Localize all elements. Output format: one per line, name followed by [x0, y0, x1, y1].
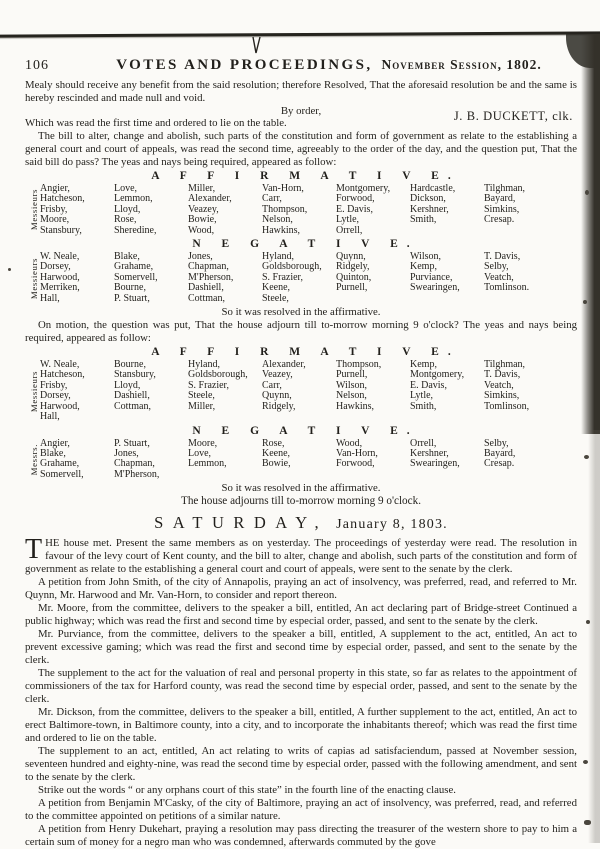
drop-cap: T — [25, 534, 43, 566]
vote-column — [336, 360, 410, 422]
vote-column — [40, 184, 114, 236]
messieurs-label — [27, 252, 40, 304]
delegate-name: Dorsey, — [40, 390, 71, 402]
vote-column — [114, 252, 188, 304]
delegate-name: Hardcastle, — [410, 183, 456, 194]
vote-column — [114, 184, 188, 236]
proceeding-paragraph: Mr. Moore, from the committee, delivers to the speaker a bill, entitled, An act declaring part of Bridge-street Continued a public highway; which was read the first and second time by especial order, passed, and sent to the senate by the clerk. — [25, 602, 577, 628]
messieurs-text: Messieurs — [28, 189, 39, 231]
delegate-name: Alexander, — [262, 359, 306, 371]
messieurs-text: Messrs. — [28, 443, 39, 475]
resolved-line-2: So it was resolved in the affirmative. — [221, 482, 381, 495]
delegate-name: Lytle, — [410, 390, 434, 402]
delegate-name: Miller, — [188, 183, 216, 194]
delegate-name: Keene, — [262, 282, 291, 294]
ink-speck — [583, 300, 587, 304]
proceeding-paragraph: A petition from Henry Dukehart, praying a resolution may pass directing the treasurer of the western shore to pay to him a certain sum of money for a negro man who was condemned, afterwards commuted by the gove — [25, 823, 577, 849]
delegate-name: Simkins, — [484, 203, 520, 215]
clerk-signature: J. B. DUCKETT, clk. — [453, 109, 573, 123]
delegate-name: Carr, — [262, 193, 282, 205]
delegate-name: Blake, — [114, 251, 140, 263]
vote-column — [484, 184, 558, 236]
delegate-name: Purnell, — [336, 282, 368, 294]
vote-column — [336, 439, 410, 481]
delegate-name: Miller, — [188, 400, 216, 412]
delegate-name: Lloyd, — [114, 203, 141, 215]
vote-heading-affirmative-2: A F F I R M A T I V E. — [151, 346, 460, 359]
vote-column — [410, 252, 484, 304]
delegate-name: Veazey, — [262, 369, 293, 381]
vote-heading-negative-2: N E G A T I V E. — [192, 424, 419, 437]
delegate-name: Frisby, — [40, 203, 68, 215]
vote-table-negative-2 — [27, 439, 577, 481]
messieurs-label — [27, 184, 40, 236]
delegate-name: Tilghman, — [484, 183, 526, 194]
vote-column — [262, 184, 336, 236]
delegate-name: Purnell, — [336, 369, 368, 381]
vote-column — [410, 439, 484, 481]
delegate-name: Forwood, — [336, 458, 375, 470]
delegate-name: Forwood, — [336, 193, 375, 205]
delegate-name: Cottman, — [114, 400, 151, 412]
messieurs-text: Messieurs — [28, 370, 39, 412]
first-reading-line: Which was read the first time and ordered to lie on the table. — [25, 117, 287, 129]
vote-column — [262, 439, 336, 481]
delegate-name: Orrell, — [410, 437, 437, 449]
page-content — [25, 56, 577, 849]
delegate-name: Somervell, — [40, 468, 84, 480]
delegate-name: Stansbury, — [40, 224, 82, 236]
delegate-name: Harwood, — [40, 400, 80, 412]
saturday-day: SATURDAY, — [154, 513, 329, 533]
delegate-name: Frisby, — [40, 379, 68, 391]
delegate-name: Blake, — [40, 447, 66, 459]
delegate-name: Sheredine, — [114, 224, 157, 236]
bill-question-paragraph: The bill to alter, change and abolish, such parts of the constitution and form of government as relate to the establishing a general court and court of appeals, was read the second time, agreeably to the order of the day, and the question put, That the said bill do pass? The yeas and nays being required, appeared as follow: — [25, 130, 577, 168]
delegate-name: Hawkins, — [336, 400, 375, 412]
vote-column — [410, 360, 484, 422]
vote-column — [40, 252, 114, 304]
proceeding-paragraph: Strike out the words “ or any orphans court of this state” in the fourth line of the enacting clause. — [38, 784, 456, 797]
delegate-name: M'Pherson, — [114, 468, 160, 480]
messieurs-label — [27, 439, 40, 481]
delegate-name: Quinton, — [336, 271, 372, 283]
ink-speck — [583, 760, 588, 764]
ink-speck — [585, 190, 589, 195]
pen-mark-v — [251, 36, 263, 56]
vote-columns — [40, 252, 577, 304]
delegate-name: Kershner, — [410, 447, 449, 459]
delegate-name: Thompson, — [336, 359, 382, 371]
vote-column — [40, 360, 114, 422]
delegate-name: Keene, — [262, 447, 291, 459]
delegate-name: Bayard, — [484, 193, 516, 205]
delegate-name: T. Davis, — [484, 369, 521, 381]
proceeding-paragraph: The supplement to an act, entitled, An act relating to writs of capias ad satisfaciendum, passed at November session, seventeen hundred and eighty-nine, was read the second time by especial order, passed with the following amendment, and sent to the senate by the clerk. — [25, 745, 577, 784]
delegate-name: Veatch, — [484, 379, 514, 391]
delegate-name: E. Davis, — [336, 203, 373, 215]
delegate-name: Bayard, — [484, 447, 516, 459]
delegate-name: Hatcheson, — [40, 369, 85, 381]
delegate-name: Bourne, — [114, 282, 146, 294]
delegate-name: P. Stuart, — [114, 437, 150, 449]
page-header — [25, 56, 577, 74]
ink-speck — [586, 620, 590, 624]
delegate-name: Kershner, — [410, 203, 449, 215]
delegate-name: Nelson, — [336, 390, 367, 402]
session-label: November Session, 1802. — [381, 57, 542, 72]
scan-right-edge — [581, 34, 600, 434]
delegate-name: Lytle, — [336, 214, 360, 226]
delegate-name: P. Stuart, — [114, 292, 150, 304]
delegate-name: Smith, — [410, 400, 437, 412]
delegate-name: S. Frazier, — [188, 379, 229, 391]
vote-column — [188, 439, 262, 481]
delegate-name: Tomlinson. — [484, 282, 530, 294]
vote-columns — [40, 439, 577, 481]
delegate-name: Goldsborough, — [188, 369, 248, 381]
ink-speck — [8, 268, 11, 271]
delegate-name: Selby, — [484, 261, 509, 273]
delegate-name: Hyland, — [188, 359, 220, 371]
proceeding-paragraph: A petition from John Smith, of the city of Annapolis, praying an act of insolvency, was preferred, read, and referred to Mr. Quynn, Mr. Harwood and Mr. Van-Horn, to consider and report thereon. — [25, 576, 577, 602]
delegate-name: Thompson, — [262, 203, 308, 215]
delegate-name: Ridgely, — [336, 261, 370, 273]
saturday-intro-paragraph — [25, 534, 577, 576]
vote-columns — [40, 184, 577, 236]
delegate-name: Hall, — [40, 292, 60, 304]
delegate-name: Jones, — [114, 447, 139, 459]
vote-column — [410, 184, 484, 236]
delegate-name: Tomlinson, — [484, 400, 530, 412]
delegate-name: Rose, — [262, 437, 285, 449]
delegate-name: Nelson, — [262, 214, 293, 226]
delegate-name: Carr, — [262, 379, 282, 391]
delegate-name: M'Pherson, — [188, 271, 234, 283]
delegate-name: Montgomery, — [336, 183, 391, 194]
delegate-name: Bowie, — [262, 458, 291, 470]
delegate-name: Lemmon, — [188, 458, 227, 470]
vote-heading-negative-1: N E G A T I V E. — [192, 238, 419, 251]
vote-column — [484, 360, 558, 422]
delegate-name: Van-Horn, — [262, 183, 304, 194]
delegate-name: Wilson, — [410, 251, 441, 263]
proceeding-paragraph: Mr. Purviance, from the committee, delivers to the speaker a bill, entitled, A supplement to the act, entitled, An act to prevent excessive gaming; which was read the first and second time by especial order, passed, and sent to the senate by the clerk. — [25, 628, 577, 667]
delegate-name: Chapman, — [188, 261, 229, 273]
delegate-name: Harwood, — [40, 271, 80, 283]
delegate-name: E. Davis, — [410, 379, 447, 391]
delegate-name: Grahame, — [114, 261, 154, 273]
vote-column — [484, 439, 558, 481]
ink-speck — [584, 820, 591, 825]
delegate-name: Kemp, — [410, 261, 437, 273]
delegate-name: Tilghman, — [484, 359, 526, 371]
delegate-name: Swearingen, — [410, 458, 460, 470]
messieurs-label — [27, 360, 40, 422]
vote-column — [114, 360, 188, 422]
delegate-name: Simkins, — [484, 390, 520, 402]
delegate-name: Merriken, — [40, 282, 80, 294]
delegate-name: Goldsborough, — [262, 261, 322, 273]
page-number: 106 — [25, 58, 49, 73]
delegate-name: Angier, — [40, 183, 70, 194]
saturday-date: January 8, 1803. — [336, 517, 448, 533]
delegate-name: Dorsey, — [40, 261, 71, 273]
vote-table-negative-1 — [27, 252, 577, 304]
delegate-name: W. Neale, — [40, 359, 80, 371]
delegate-name: Cresap. — [484, 458, 515, 470]
delegate-name: Moore, — [188, 437, 218, 449]
delegate-name: Hatcheson, — [40, 193, 85, 205]
delegate-name: Lloyd, — [114, 379, 141, 391]
delegate-name: Veazey, — [188, 203, 219, 215]
delegate-name: Dickson, — [410, 193, 446, 205]
delegate-name: Montgomery, — [410, 369, 465, 381]
ink-speck — [584, 455, 589, 459]
delegate-name: Moore, — [40, 214, 70, 226]
adjourn-motion-paragraph: On motion, the question was put, That the house adjourn till to-morrow morning 9 o'clock? The yeas and nays being required, appeared as follow: — [25, 319, 577, 345]
messieurs-text: Messieurs — [28, 257, 39, 299]
saturday-heading — [25, 513, 577, 533]
proceeding-paragraph: Mr. Dickson, from the committee, delivers to the speaker a bill, entitled, A further supplement to the act, entitled, An act to erect Baltimore-town, in Baltimore county, into a city, and to incorporate the inhabitants thereof; which was read the first time and ordered to lie on the table. — [25, 706, 577, 745]
delegate-name: Wood, — [336, 437, 363, 449]
delegate-name: Ridgely, — [262, 400, 296, 412]
vote-column — [336, 252, 410, 304]
delegate-name: S. Frazier, — [262, 271, 303, 283]
delegate-name: Alexander, — [188, 193, 232, 205]
delegate-name: Wood, — [188, 224, 215, 236]
scan-top-edge — [0, 31, 600, 37]
delegate-name: T. Davis, — [484, 251, 521, 263]
delegate-name: Quynn, — [262, 390, 292, 402]
vote-column — [262, 360, 336, 422]
delegate-name: Dashiell, — [188, 282, 224, 294]
vote-table-affirmative-1 — [27, 184, 577, 236]
vote-column — [484, 252, 558, 304]
delegate-name: Orrell, — [336, 224, 363, 236]
vote-columns — [40, 360, 577, 422]
delegate-name: Bowie, — [188, 214, 217, 226]
by-order-line: By order, — [280, 105, 322, 117]
delegate-name: Steele, — [188, 390, 215, 402]
vote-column — [336, 184, 410, 236]
delegate-name: Grahame, — [40, 458, 80, 470]
vote-column — [262, 252, 336, 304]
delegate-name: W. Neale, — [40, 251, 80, 263]
delegate-name: Cresap. — [484, 214, 515, 226]
delegate-name: Steele, — [262, 292, 289, 304]
delegate-name: Veatch, — [484, 271, 514, 283]
delegate-name: Somervell, — [114, 271, 158, 283]
running-title — [81, 56, 577, 74]
delegate-name: Chapman, — [114, 458, 155, 470]
vote-column — [188, 184, 262, 236]
delegate-name: Van-Horn, — [336, 447, 378, 459]
resolved-line-1: So it was resolved in the affirmative. — [221, 306, 381, 319]
delegate-name: Dashiell, — [114, 390, 150, 402]
delegate-name: Hall, — [40, 411, 60, 423]
delegate-name: Swearingen, — [410, 282, 460, 294]
delegate-name: Lemmon, — [114, 193, 153, 205]
vote-column — [188, 360, 262, 422]
delegate-name: Smith, — [410, 214, 437, 226]
delegate-name: Quynn, — [336, 251, 366, 263]
scan-right-edge-lower — [588, 430, 600, 843]
vote-column — [114, 439, 188, 481]
delegate-name: Purviance, — [410, 271, 453, 283]
vote-column — [40, 439, 114, 481]
proceeding-paragraph: A petition from Benjamin M'Casky, of the city of Baltimore, praying an act of insolvency, was preferred, read, and referred to the committee appointed on petitions of a similar nature. — [25, 797, 577, 823]
delegate-name: Kemp, — [410, 359, 437, 371]
delegate-name: Wilson, — [336, 379, 367, 391]
delegate-name: Hawkins, — [262, 224, 301, 236]
delegate-name: Selby, — [484, 437, 509, 449]
delegate-name: Hyland, — [262, 251, 294, 263]
delegate-name: Angier, — [40, 437, 70, 449]
delegate-name: Love, — [114, 183, 138, 194]
vote-table-affirmative-2 — [27, 360, 577, 422]
journal-title: VOTES AND PROCEEDINGS, — [116, 57, 373, 73]
saturday-proceedings — [25, 576, 577, 849]
vote-heading-affirmative-1: A F F I R M A T I V E. — [151, 170, 460, 182]
delegate-name: Cottman, — [188, 292, 225, 304]
delegate-name: Bourne, — [114, 359, 146, 371]
delegate-name: Love, — [188, 447, 212, 459]
proceeding-paragraph: The supplement to the act for the valuation of real and personal property in this state, so far as relates to the appointment of commissioners of the tax for Harford county, was read the second time by especial order, passed, and sent to the senate by the clerk. — [25, 667, 577, 706]
delegate-name: Rose, — [114, 214, 137, 226]
delegate-name: Stansbury, — [114, 369, 156, 381]
vote-column — [188, 252, 262, 304]
adjournment-line: The house adjourns till to-morrow morning 9 o'clock. — [180, 495, 422, 508]
saturday-intro-text: HE house met. Present the same members as on yesterday. The proceedings of yesterday were read. The resolution in favour of the levy court of Kent county, and the bill to alter, change and abolish, such parts of the constitution and form of government as relate to the establishing a general court and court of appeals, were sent to the senate by the clerk. — [25, 537, 577, 576]
delegate-name: Jones, — [188, 251, 213, 263]
carryover-paragraph: Mealy should receive any benefit from the said resolution; therefore Resolved, That the aforesaid resolution be and the same is hereby rescinded and made null and void. — [25, 79, 577, 104]
